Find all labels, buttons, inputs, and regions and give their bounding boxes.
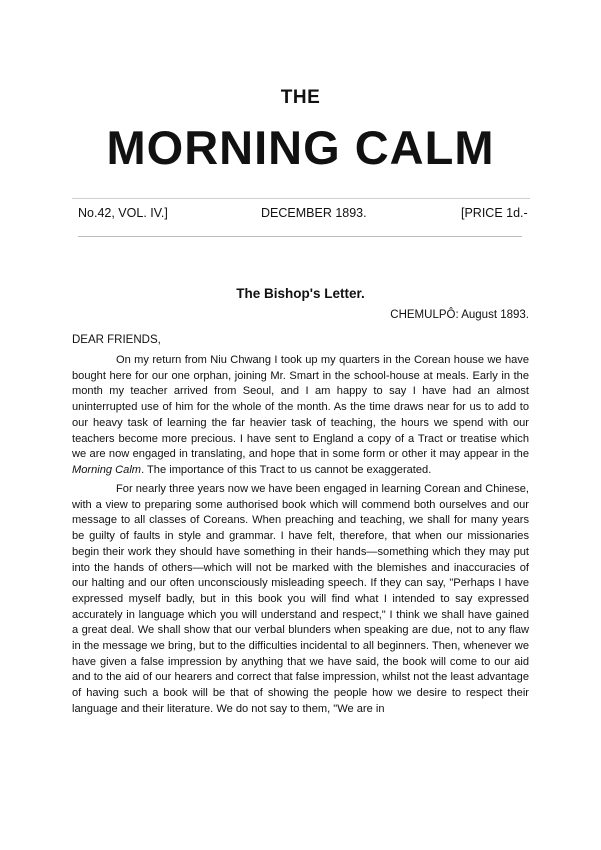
paragraph-1-text: On my return from Niu Chwang I took up my quarters in the Corean house we have bought here for our one orphan, joining Mr. Smart in the school-house at meals. Early in the month my teacher arrived from Seoul, and I am happy to say I have had an almost uninterrupted use of him for the whole of the month. As the time draws near for us to add to our heavy task of learning the far heavier task of teaching, the hours we spend with our teachers become more precious. I have sent to England a copy of a Tract or treatise which we are now engaged in translating, and hope that in some form or other it may appear in the <box>72 354 529 461</box>
issue-price: [PRICE 1d.- <box>461 206 528 220</box>
issue-date: DECEMBER 1893. <box>261 206 367 220</box>
issue-number: No.42, VOL. IV.] <box>78 206 168 220</box>
top-rule <box>72 198 530 199</box>
issue-info-bar <box>72 206 530 224</box>
article-paragraph-2 <box>72 482 529 718</box>
article-salutation: DEAR FRIENDS, <box>72 334 161 346</box>
paragraph-1-end: . The importance of this Tract to us cannot be exaggerated. <box>141 463 432 476</box>
article-dateline: CHEMULPÔ: August 1893. <box>390 309 529 321</box>
paragraph-2-text: For nearly three years now we have been engaged in learning Corean and Chinese, with a view to preparing some authorised book which will commend both ourselves and our message to all classes of Coreans. When preaching and teaching, we shall for many years be guilty of faults in style and grammar. I have felt, therefore, that when our missionaries begin their work they should have something in their hands—something which they may put into the hands of others—which will not be marked with the blemishes and inaccuracies of our halting and our often unconsciously misleading speech. If they can say, "Perhaps I have expressed myself badly, but in this book you will find what I intended to say expressed accurately in language which you will understand and respect," I think we shall have gained a great deal. We shall show that our verbal blunders when speaking are due, not to any flaw in the message we bring, but to the difficulties incidental to all beginners. Then, whenever we have given a false impression by anything that we have said, the book will come to our aid and to the aid of our hearers and correct that false impression, whilst not the least advantage of having such a book will be that of showing the people how we desire to respect their language and their literature. We do not say to them, "We are in <box>72 483 529 715</box>
publication-name: Morning Calm <box>72 463 142 476</box>
masthead-kicker: THE <box>280 87 321 108</box>
article-paragraph-1 <box>72 353 529 479</box>
masthead-title: MORNING CALM <box>106 121 495 174</box>
bottom-rule <box>78 236 522 237</box>
article-title: The Bishop's Letter. <box>236 286 365 301</box>
